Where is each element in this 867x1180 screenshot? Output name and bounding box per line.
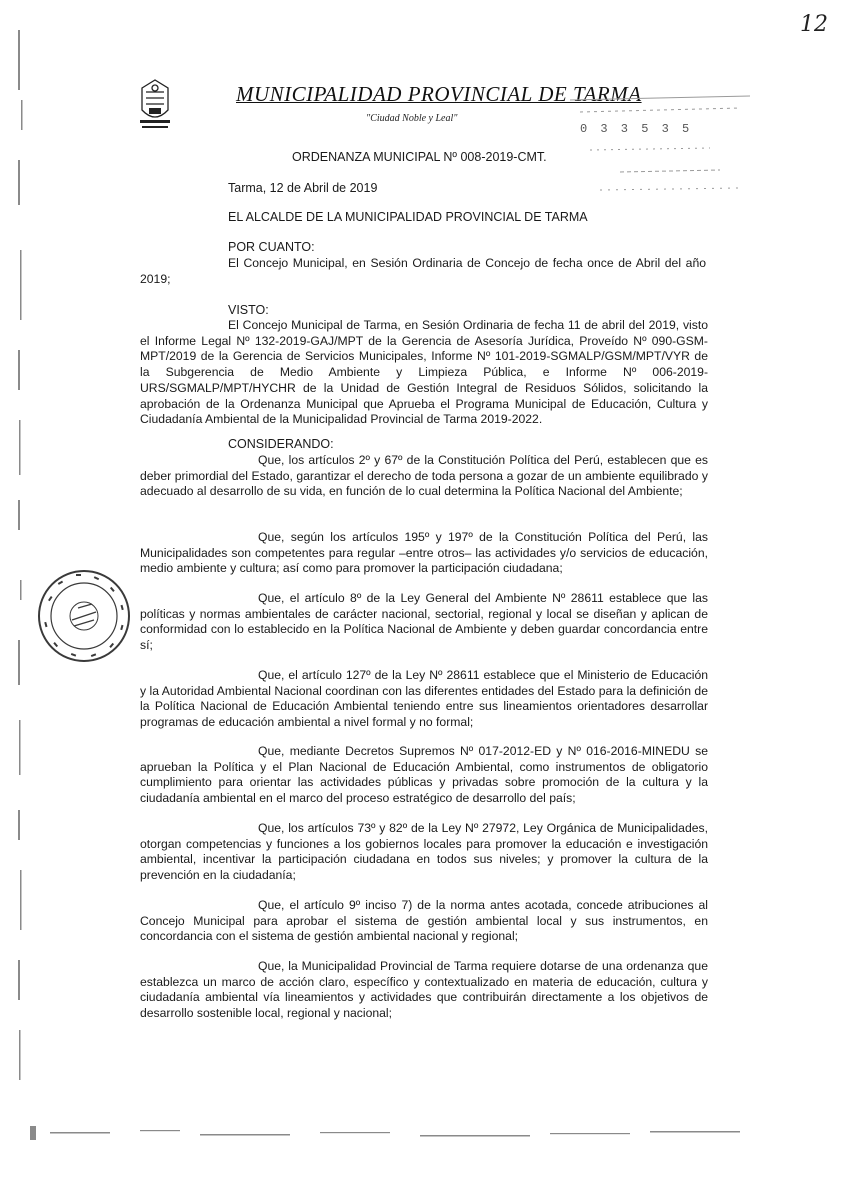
municipal-crest-logo — [136, 78, 174, 134]
page-number: 12 — [800, 12, 828, 37]
institution-motto: "Ciudad Noble y Leal" — [366, 113, 458, 124]
considerando-paragraph: Que, el artículo 9º inciso 7) de la norma antes acotada, concede atribuciones al Concejo Municipal para aprobar el sistema de gestión ambiental local y sus instrumentos, en concordancia con el sistema de gestión ambiental nacional y regional; — [140, 898, 708, 944]
considerando-paragraph: Que, según los artículos 195º y 197º de la Constitución Política del Perú, las Municipalidades son competentes para regular –entre otros– las actividades y/o servicios de educación, medio ambiente y cultura; así como para promover la participación ciudadana; — [140, 530, 708, 576]
considerando-paragraph: Que, la Municipalidad Provincial de Tarma requiere dotarse de una ordenanza que establezca un marco de acción claro, específico y contextualizado en materia de educación, cultura y ciudadanía ambiental vía lineamientos y actividades que contribuirán directamente a los objetivos de desarrollo sostenible local, regional y nacional; — [140, 959, 708, 1021]
considerando-paragraph: Que, el artículo 8º de la Ley General del Ambiente Nº 28611 establece que las políticas y normas ambientales de carácter nacional, sectorial, regional y local se diseñan y aplican de conformidad con lo establecido en la Política Nacional de Ambiente y deben guardar concordancia entre sí; — [140, 591, 708, 653]
document-date: Tarma, 12 de Abril de 2019 — [228, 181, 378, 195]
legal-seal-stamp — [36, 568, 132, 664]
scan-bottom-marks — [30, 1108, 750, 1158]
visto-heading: VISTO: — [228, 303, 269, 317]
ordinance-number: ORDENANZA MUNICIPAL Nº 008-2019-CMT. — [292, 150, 547, 164]
institution-title: MUNICIPALIDAD PROVINCIAL DE TARMA — [236, 82, 642, 106]
considerando-paragraph: Que, mediante Decretos Supremos Nº 017-2012-ED y Nº 016-2016-MINEDU se aprueban la Política y el Plan Nacional de Educación Ambiental, como instrumentos de obligatorio cumplimiento para orientar las actividades públicas y privadas sobre promoción de la cultura y la ciudadanía ambiental en el marco del proceso estratégico de desarrollo del país; — [140, 744, 708, 806]
por-cuanto-heading: POR CUANTO: — [228, 240, 315, 254]
mayor-line: EL ALCALDE DE LA MUNICIPALIDAD PROVINCIAL DE TARMA — [228, 210, 588, 224]
considerando-paragraph: Que, el artículo 127º de la Ley Nº 28611 establece que el Ministerio de Educación y la Autoridad Ambiental Nacional coordinan con las diferentes entidades del Estado para la definición de la Política Nacional de Educación Ambiental teniendo entre sus lineamientos orientadores desarrollar programas de educación ambiental a nivel formal y no formal; — [140, 668, 708, 730]
considerando-paragraph: Que, los artículos 73º y 82º de la Ley Nº 27972, Ley Orgánica de Municipalidades, otorgan competencias y funciones a los gobiernos locales para promover la educación e investigación ambiental, incentivar la participación ciudadana en todos sus niveles; y promover la cultura de la prevención en la ciudadanía; — [140, 821, 708, 883]
visto-text: El Concejo Municipal de Tarma, en Sesión Ordinaria de fecha 11 de abril del 2019, visto el Informe Legal Nº 132-2019-GAJ/MPT de la Gerencia de Asesoría Jurídica, Proveído Nº 090-GSM-MPT/2019 de la Gerencia de Servicios Municipales, Informe Nº 101-2019-SGMALP/GSM/MPT/VYR de la Subgerencia de Medio Ambiente y Limpieza Pública, e Informe Nº 006-2019-URS/SGMALP/MPT/HYCHR de la Unidad de Gestión Integral de Residuos Sólidos, solicitando la aprobación de la Ordenanza Municipal que Aprueba el Programa Municipal de Educación, Cultura y Ciudadanía Ambiental de la Municipalidad Provincial de Tarma 2019-2022. — [140, 318, 708, 427]
registry-number: 0 3 3 5 3 5 — [580, 122, 693, 136]
considerando-heading: CONSIDERANDO: — [228, 437, 334, 451]
por-cuanto-text: El Concejo Municipal, en Sesión Ordinaria de Concejo de fecha once de Abril del año 2019; — [140, 256, 706, 286]
scan-margin-marks — [6, 20, 36, 1170]
reception-stamp — [560, 90, 760, 200]
considerando-paragraph: Que, los artículos 2º y 67º de la Constitución Política del Perú, establecen que es deber primordial del Estado, garantizar el derecho de toda persona a gozar de un ambiente equilibrado y adecuado al desarrollo de su vida, en función de lo cual determina la Política Nacional del Ambiente; — [140, 453, 708, 499]
